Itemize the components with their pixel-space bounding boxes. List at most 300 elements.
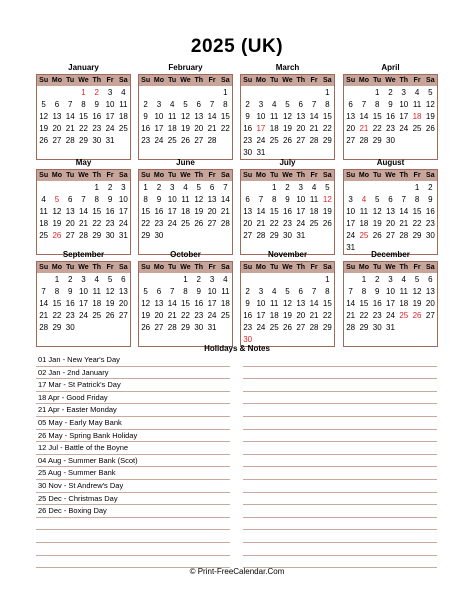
day-cell: 23 bbox=[194, 311, 204, 320]
day-cell: 25 bbox=[269, 323, 279, 332]
month-table bbox=[343, 74, 438, 160]
day-cell: 9 bbox=[67, 287, 73, 296]
day-cell: 11 bbox=[168, 112, 177, 121]
day-cell: 25 bbox=[118, 124, 128, 133]
day-cell: 17 bbox=[154, 124, 164, 133]
day-grid bbox=[37, 181, 130, 254]
day-grid bbox=[241, 273, 334, 346]
day-cell: 24 bbox=[399, 124, 409, 133]
day-cell: 7 bbox=[81, 195, 86, 204]
day-cell: 13 bbox=[386, 207, 395, 216]
day-cell: 22 bbox=[181, 311, 190, 320]
holiday-note: 01 Jan - New Year's Day bbox=[36, 354, 230, 367]
day-cell: 1 bbox=[94, 183, 99, 192]
blank-note-line bbox=[243, 430, 437, 443]
day-cell: 8 bbox=[143, 195, 148, 204]
day-cell: 17 bbox=[256, 311, 266, 320]
day-cell: 27 bbox=[154, 323, 164, 332]
day-cell: 17 bbox=[256, 124, 266, 133]
weekday-label: Su bbox=[141, 172, 151, 179]
day-cell: 30 bbox=[243, 148, 253, 157]
day-cell: 8 bbox=[183, 287, 188, 296]
weekday-label: Sa bbox=[323, 264, 332, 271]
day-grid bbox=[37, 86, 130, 159]
day-cell: 23 bbox=[141, 136, 151, 145]
day-cell: 21 bbox=[359, 124, 369, 133]
day-cell: 26 bbox=[412, 311, 422, 320]
empty-day-cell bbox=[357, 182, 370, 194]
day-cell: 29 bbox=[269, 231, 279, 240]
day-cell: 19 bbox=[181, 124, 190, 133]
day-cell: 24 bbox=[105, 124, 115, 133]
empty-day-cell bbox=[254, 274, 267, 286]
day-grid bbox=[344, 181, 437, 254]
day-cell: 5 bbox=[143, 287, 148, 296]
day-cell: 24 bbox=[154, 136, 164, 145]
weekday-label: Mo bbox=[51, 264, 62, 271]
weekday-label: We bbox=[78, 77, 89, 84]
holidays-notes-list bbox=[36, 354, 230, 568]
empty-day-cell bbox=[410, 322, 423, 334]
day-cell: 21 bbox=[309, 311, 319, 320]
day-cell: 8 bbox=[271, 195, 277, 204]
day-cell: 5 bbox=[41, 100, 46, 109]
day-cell: 14 bbox=[346, 299, 356, 308]
month-august bbox=[343, 157, 438, 255]
empty-day-cell bbox=[166, 274, 179, 286]
day-cell: 11 bbox=[92, 287, 101, 296]
empty-day-cell bbox=[179, 87, 192, 99]
day-cell: 17 bbox=[207, 299, 217, 308]
day-cell: 21 bbox=[79, 219, 88, 228]
month-name: March bbox=[275, 63, 300, 72]
day-cell: 13 bbox=[65, 207, 75, 216]
day-cell: 31 bbox=[207, 323, 217, 332]
day-cell: 12 bbox=[181, 112, 190, 121]
day-cell: 30 bbox=[243, 335, 253, 344]
empty-day-cell bbox=[205, 87, 218, 99]
day-cell: 10 bbox=[296, 195, 306, 204]
empty-day-cell bbox=[307, 87, 320, 99]
day-cell: 14 bbox=[309, 299, 319, 308]
day-cell: 15 bbox=[92, 207, 102, 216]
day-cell: 12 bbox=[283, 299, 292, 308]
day-cell: 5 bbox=[428, 88, 433, 97]
day-cell: 22 bbox=[220, 124, 230, 133]
weekday-header bbox=[241, 75, 334, 86]
day-cell: 15 bbox=[359, 299, 369, 308]
day-cell: 17 bbox=[167, 207, 177, 216]
day-cell: 2 bbox=[196, 275, 201, 284]
day-cell: 25 bbox=[220, 311, 230, 320]
day-cell: 11 bbox=[309, 195, 319, 204]
holiday-note: 25 Dec - Christmas Day bbox=[36, 493, 230, 506]
day-cell: 25 bbox=[39, 231, 49, 240]
day-cell: 23 bbox=[243, 136, 253, 145]
day-cell: 15 bbox=[141, 207, 151, 216]
day-cell: 4 bbox=[361, 195, 367, 204]
day-cell: 7 bbox=[209, 100, 215, 109]
day-cell: 27 bbox=[194, 136, 204, 145]
weekday-label: We bbox=[385, 77, 396, 84]
day-cell: 15 bbox=[220, 112, 230, 121]
day-cell: 11 bbox=[270, 299, 279, 308]
day-cell: 24 bbox=[346, 231, 356, 240]
day-cell: 13 bbox=[207, 195, 217, 204]
day-cell: 19 bbox=[52, 219, 62, 228]
empty-day-cell bbox=[37, 182, 50, 194]
day-cell: 30 bbox=[425, 231, 435, 240]
blank-note-line bbox=[243, 417, 437, 430]
day-cell: 28 bbox=[256, 231, 266, 240]
day-cell: 2 bbox=[388, 88, 393, 97]
holiday-note: 05 May - Early May Bank bbox=[36, 417, 230, 430]
day-cell: 21 bbox=[39, 311, 49, 320]
weekday-header bbox=[241, 262, 334, 273]
weekday-label: Th bbox=[296, 172, 306, 179]
weekday-label: Fr bbox=[413, 264, 421, 271]
day-cell: 29 bbox=[92, 231, 102, 240]
day-cell: 8 bbox=[374, 100, 380, 109]
notes-lines bbox=[243, 354, 437, 568]
day-cell: 1 bbox=[374, 88, 380, 97]
empty-day-cell bbox=[344, 87, 357, 99]
empty-day-cell bbox=[64, 182, 77, 194]
day-cell: 13 bbox=[243, 207, 253, 216]
day-cell: 21 bbox=[65, 124, 75, 133]
holiday-note: 30 Nov - St Andrew's Day bbox=[36, 480, 230, 493]
day-cell: 19 bbox=[283, 124, 292, 133]
weekday-label: Mo bbox=[255, 77, 266, 84]
footer-text[interactable]: Print-FreeCalendar.Com bbox=[197, 567, 285, 576]
weekday-label: Su bbox=[346, 77, 356, 84]
copyright-icon: © bbox=[189, 567, 196, 576]
day-cell: 1 bbox=[81, 88, 86, 97]
weekday-label: Tu bbox=[66, 77, 75, 84]
day-cell: 30 bbox=[372, 323, 382, 332]
empty-day-cell bbox=[424, 135, 437, 147]
day-cell: 19 bbox=[39, 124, 49, 133]
day-cell: 28 bbox=[309, 323, 319, 332]
day-cell: 12 bbox=[105, 287, 115, 296]
blank-note-line bbox=[243, 379, 437, 392]
day-cell: 5 bbox=[196, 183, 201, 192]
day-cell: 21 bbox=[256, 219, 266, 228]
day-cell: 9 bbox=[107, 195, 113, 204]
weekday-label: Mo bbox=[358, 264, 369, 271]
weekday-header bbox=[344, 170, 437, 181]
day-cell: 25 bbox=[399, 311, 409, 320]
day-grid bbox=[241, 181, 334, 254]
month-october bbox=[138, 249, 233, 347]
day-cell: 8 bbox=[54, 287, 60, 296]
day-cell: 14 bbox=[167, 299, 177, 308]
day-cell: 8 bbox=[94, 195, 99, 204]
empty-day-cell bbox=[192, 230, 205, 242]
day-cell: 19 bbox=[105, 299, 115, 308]
weekday-label: Fr bbox=[106, 264, 114, 271]
month-name: December bbox=[371, 250, 410, 259]
day-cell: 15 bbox=[322, 299, 332, 308]
day-cell: 11 bbox=[359, 207, 369, 216]
day-cell: 23 bbox=[243, 323, 253, 332]
day-cell: 6 bbox=[54, 100, 60, 109]
day-cell: 13 bbox=[52, 112, 62, 121]
day-cell: 14 bbox=[39, 299, 49, 308]
day-cell: 9 bbox=[94, 100, 99, 109]
day-cell: 15 bbox=[52, 299, 62, 308]
day-cell: 18 bbox=[118, 112, 128, 121]
day-cell: 6 bbox=[67, 195, 73, 204]
empty-day-cell bbox=[268, 274, 281, 286]
day-cell: 21 bbox=[346, 311, 356, 320]
day-cell: 12 bbox=[39, 112, 49, 121]
day-cell: 28 bbox=[220, 219, 230, 228]
day-cell: 30 bbox=[154, 231, 164, 240]
day-cell: 1 bbox=[325, 88, 330, 97]
day-cell: 21 bbox=[309, 124, 319, 133]
weekday-label: Su bbox=[141, 264, 151, 271]
day-cell: 15 bbox=[79, 112, 88, 121]
weekday-label: Sa bbox=[323, 77, 332, 84]
weekday-label: Th bbox=[194, 264, 204, 271]
weekday-label: Mo bbox=[51, 172, 62, 179]
day-cell: 20 bbox=[296, 311, 306, 320]
weekday-label: We bbox=[282, 77, 293, 84]
day-cell: 18 bbox=[269, 124, 279, 133]
day-cell: 20 bbox=[207, 207, 217, 216]
day-cell: 19 bbox=[194, 207, 204, 216]
day-cell: 13 bbox=[118, 287, 128, 296]
day-cell: 18 bbox=[412, 112, 422, 121]
day-cell: 5 bbox=[107, 275, 113, 284]
weekday-label: We bbox=[385, 172, 396, 179]
day-cell: 15 bbox=[322, 112, 332, 121]
day-cell: 22 bbox=[141, 219, 151, 228]
weekday-label: Fr bbox=[413, 77, 421, 84]
day-cell: 1 bbox=[361, 275, 367, 284]
day-cell: 27 bbox=[243, 231, 253, 240]
holiday-note: 04 Aug - Summer Bank (Scot) bbox=[36, 455, 230, 468]
day-cell: 14 bbox=[220, 195, 230, 204]
weekday-label: Mo bbox=[153, 264, 164, 271]
day-cell: 3 bbox=[258, 287, 264, 296]
day-cell: 10 bbox=[399, 100, 409, 109]
day-grid bbox=[344, 273, 437, 346]
day-cell: 28 bbox=[39, 323, 49, 332]
weekday-label: Th bbox=[399, 172, 409, 179]
day-cell: 12 bbox=[372, 207, 382, 216]
day-cell: 3 bbox=[107, 88, 113, 97]
empty-day-cell bbox=[397, 135, 410, 147]
day-cell: 29 bbox=[52, 323, 62, 332]
blank-note-line bbox=[243, 354, 437, 367]
day-cell: 4 bbox=[183, 183, 188, 192]
month-table bbox=[138, 169, 233, 255]
month-may bbox=[36, 157, 131, 255]
day-cell: 26 bbox=[283, 323, 292, 332]
weekday-label: Th bbox=[92, 172, 102, 179]
day-cell: 6 bbox=[156, 287, 162, 296]
weekday-header bbox=[241, 170, 334, 181]
day-cell: 9 bbox=[374, 287, 380, 296]
empty-day-cell bbox=[192, 87, 205, 99]
holiday-note: 25 Aug - Summer Bank bbox=[36, 467, 230, 480]
day-cell: 2 bbox=[374, 275, 380, 284]
day-cell: 19 bbox=[372, 219, 382, 228]
blank-note-line bbox=[243, 543, 437, 556]
blank-note-line bbox=[36, 518, 230, 531]
day-cell: 23 bbox=[92, 124, 102, 133]
blank-note-line bbox=[243, 467, 437, 480]
day-cell: 24 bbox=[118, 219, 128, 228]
day-cell: 29 bbox=[322, 323, 332, 332]
day-cell: 26 bbox=[52, 231, 62, 240]
blank-note-line bbox=[243, 455, 437, 468]
weekday-label: Sa bbox=[119, 264, 128, 271]
weekday-header bbox=[139, 262, 232, 273]
day-cell: 7 bbox=[169, 287, 175, 296]
weekday-label: Fr bbox=[208, 264, 216, 271]
empty-day-cell bbox=[205, 230, 218, 242]
day-cell: 13 bbox=[296, 112, 306, 121]
day-cell: 27 bbox=[207, 219, 217, 228]
day-cell: 29 bbox=[322, 136, 332, 145]
month-november bbox=[240, 249, 335, 347]
day-cell: 24 bbox=[256, 136, 266, 145]
weekday-label: Sa bbox=[221, 264, 230, 271]
day-cell: 29 bbox=[412, 231, 422, 240]
weekday-header bbox=[344, 75, 437, 86]
month-table bbox=[343, 261, 438, 347]
day-cell: 25 bbox=[309, 219, 319, 228]
day-cell: 7 bbox=[311, 287, 317, 296]
empty-day-cell bbox=[241, 87, 254, 99]
day-cell: 19 bbox=[412, 299, 422, 308]
month-table bbox=[240, 74, 335, 160]
month-december bbox=[343, 249, 438, 347]
day-cell: 28 bbox=[346, 323, 356, 332]
month-june bbox=[138, 157, 233, 255]
day-cell: 26 bbox=[181, 136, 190, 145]
day-cell: 26 bbox=[105, 311, 115, 320]
day-cell: 26 bbox=[194, 219, 204, 228]
weekday-label: Th bbox=[92, 77, 102, 84]
empty-day-cell bbox=[219, 230, 232, 242]
empty-day-cell bbox=[397, 182, 410, 194]
day-cell: 17 bbox=[296, 207, 306, 216]
day-cell: 23 bbox=[65, 311, 75, 320]
weekday-label: Sa bbox=[426, 172, 435, 179]
day-cell: 18 bbox=[269, 311, 279, 320]
day-grid bbox=[139, 86, 232, 159]
day-cell: 18 bbox=[359, 219, 369, 228]
day-cell: 31 bbox=[386, 323, 395, 332]
day-cell: 9 bbox=[245, 299, 250, 308]
day-cell: 16 bbox=[92, 112, 102, 121]
day-cell: 3 bbox=[298, 183, 303, 192]
day-cell: 6 bbox=[245, 195, 250, 204]
weekday-label: Sa bbox=[221, 77, 230, 84]
day-cell: 8 bbox=[325, 100, 330, 109]
day-cell: 3 bbox=[258, 100, 264, 109]
empty-day-cell bbox=[307, 274, 320, 286]
month-table bbox=[343, 169, 438, 255]
blank-note-line bbox=[243, 404, 437, 417]
day-cell: 21 bbox=[399, 219, 409, 228]
weekday-label: Tu bbox=[168, 172, 177, 179]
weekday-label: Su bbox=[39, 264, 49, 271]
weekday-label: Mo bbox=[153, 77, 164, 84]
month-table bbox=[240, 169, 335, 255]
day-cell: 23 bbox=[154, 219, 164, 228]
day-cell: 2 bbox=[94, 88, 99, 97]
day-cell: 10 bbox=[256, 112, 266, 121]
holiday-note: 26 Dec - Boxing Day bbox=[36, 505, 230, 518]
weekday-header bbox=[139, 75, 232, 86]
weekday-label: Tu bbox=[168, 264, 177, 271]
day-cell: 2 bbox=[156, 183, 162, 192]
month-table bbox=[36, 169, 131, 255]
day-cell: 16 bbox=[243, 124, 253, 133]
day-cell: 29 bbox=[359, 323, 369, 332]
day-cell: 10 bbox=[256, 299, 266, 308]
day-cell: 8 bbox=[325, 287, 330, 296]
day-cell: 16 bbox=[372, 299, 382, 308]
day-cell: 2 bbox=[67, 275, 73, 284]
empty-day-cell bbox=[139, 274, 152, 286]
footer bbox=[0, 567, 474, 576]
day-cell: 9 bbox=[245, 112, 250, 121]
empty-day-cell bbox=[152, 274, 165, 286]
empty-day-cell bbox=[219, 322, 232, 334]
weekday-label: Sa bbox=[221, 172, 230, 179]
day-cell: 27 bbox=[296, 136, 306, 145]
day-cell: 11 bbox=[181, 195, 190, 204]
day-cell: 10 bbox=[207, 287, 217, 296]
month-table bbox=[138, 261, 233, 347]
day-cell: 10 bbox=[79, 287, 88, 296]
day-cell: 21 bbox=[207, 124, 217, 133]
empty-day-cell bbox=[152, 87, 165, 99]
empty-day-cell bbox=[254, 87, 267, 99]
day-cell: 3 bbox=[81, 275, 86, 284]
day-cell: 27 bbox=[346, 136, 356, 145]
day-cell: 31 bbox=[256, 148, 266, 157]
weekday-label: Fr bbox=[310, 264, 318, 271]
day-cell: 23 bbox=[425, 219, 435, 228]
day-cell: 2 bbox=[245, 100, 250, 109]
day-cell: 16 bbox=[105, 207, 115, 216]
day-cell: 11 bbox=[119, 100, 128, 109]
day-cell: 1 bbox=[325, 275, 330, 284]
day-cell: 12 bbox=[412, 287, 422, 296]
day-cell: 26 bbox=[372, 231, 382, 240]
day-cell: 30 bbox=[105, 231, 115, 240]
day-cell: 18 bbox=[181, 207, 190, 216]
month-name: October bbox=[170, 250, 201, 259]
weekday-label: Mo bbox=[153, 172, 164, 179]
day-cell: 5 bbox=[183, 100, 188, 109]
weekday-label: Su bbox=[243, 77, 253, 84]
weekday-label: Su bbox=[243, 264, 253, 271]
weekday-label: Fr bbox=[208, 172, 216, 179]
day-cell: 20 bbox=[386, 219, 395, 228]
day-cell: 14 bbox=[65, 112, 75, 121]
day-cell: 7 bbox=[223, 183, 228, 192]
day-cell: 28 bbox=[65, 136, 75, 145]
day-cell: 24 bbox=[79, 311, 88, 320]
